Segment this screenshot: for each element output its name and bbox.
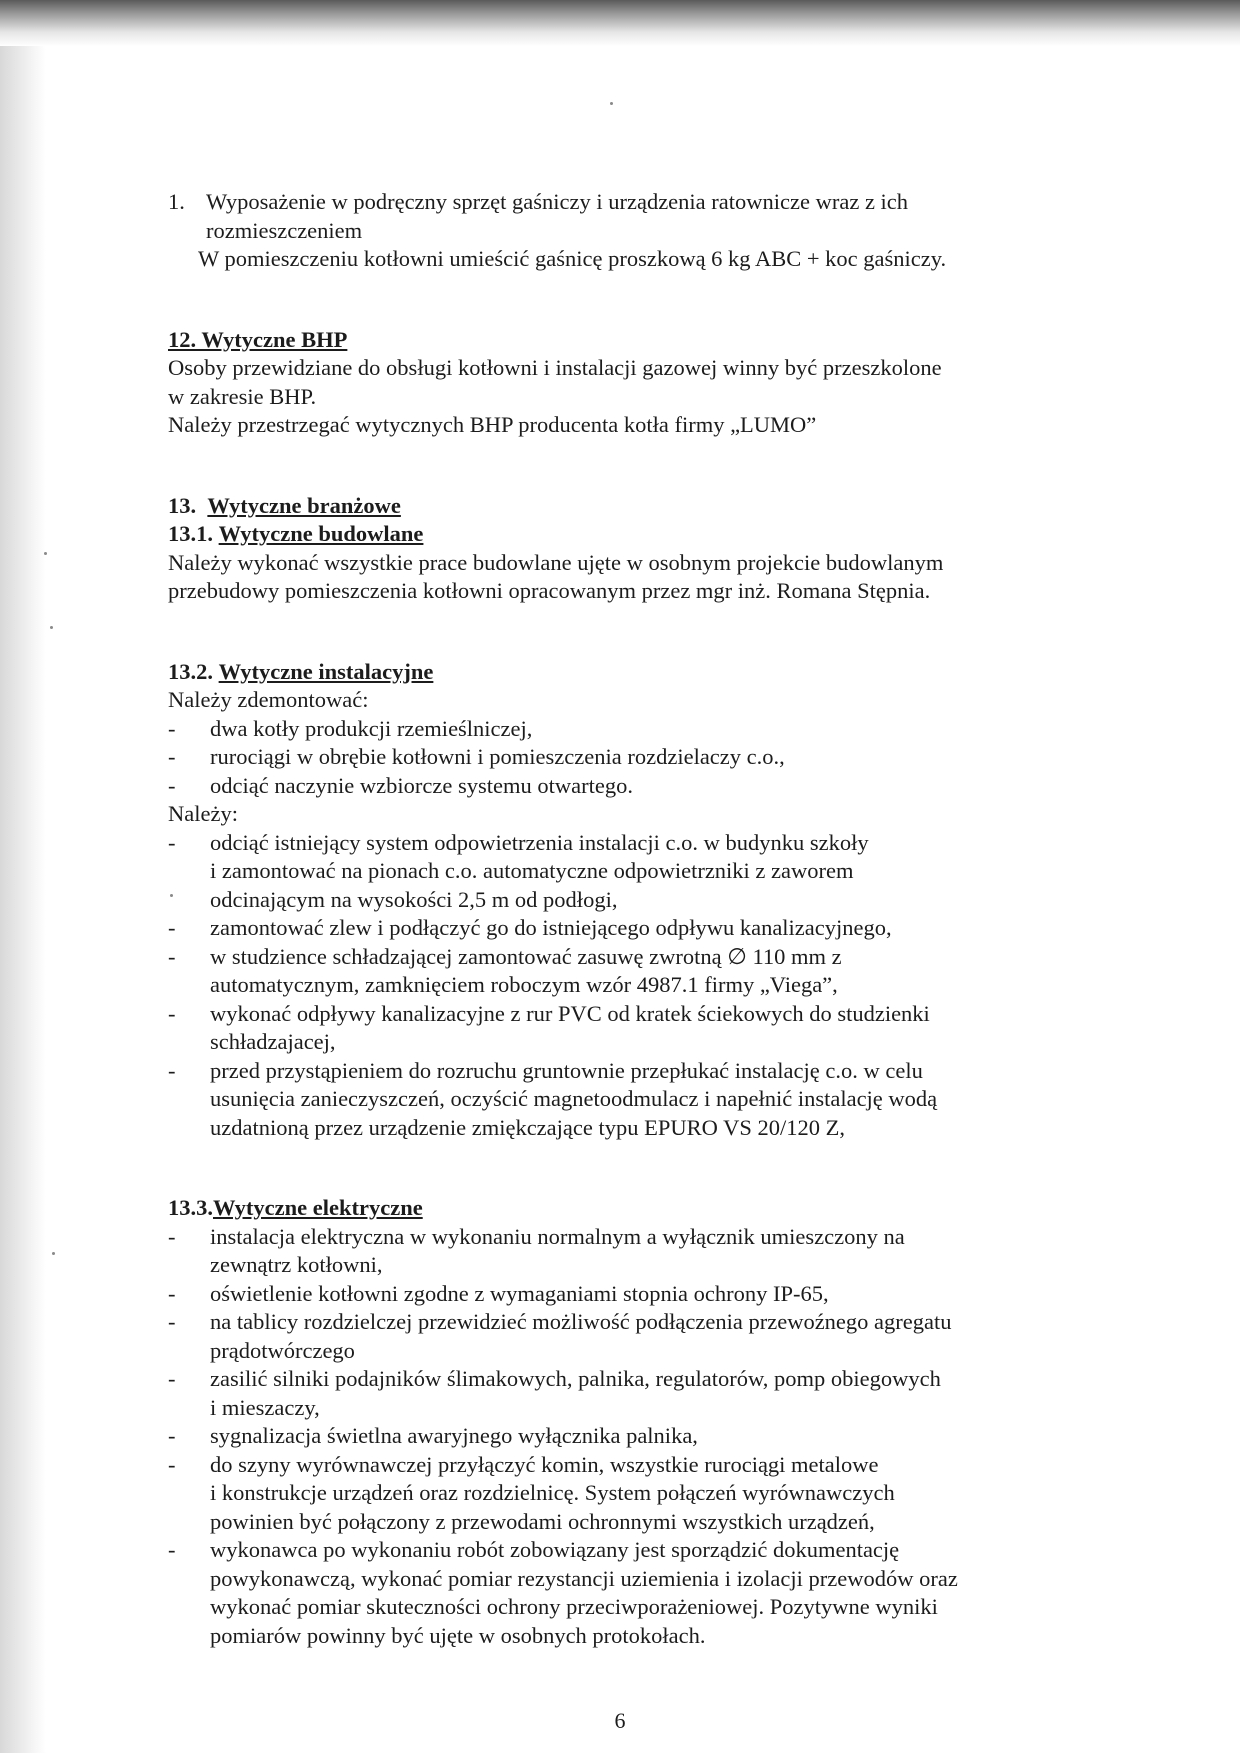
list-item-line: zewnątrz kotłowni, [210,1252,383,1277]
list-item-line: rurociągi w obrębie kotłowni i pomieszczenia rozdzielaczy c.o., [210,744,785,769]
list-item-text [210,715,1108,744]
bullet-dash: - [168,1280,176,1306]
list-item-text [210,914,1108,943]
list-item-line: zasilić silniki podajników ślimakowych, palnika, regulatorów, pomp obiegowych [210,1366,941,1391]
list-item [168,1422,1108,1451]
list-item-line: powinien być połączony z przewodami ochronnymi wszystkich urządzeń, [210,1508,875,1534]
list-item-line: uzdatnioną przez urządzenie zmiękczające typu EPURO VS 20/120 Z, [210,1114,845,1140]
list-item-line: wykonać odpływy kanalizacyjne z rur PVC od kratek ściekowych do studzienki [210,1000,930,1026]
bullet-dash: - [168,1309,176,1334]
section-13-2-intro1: Należy zdemontować: [168,687,369,712]
section-13-2-dismantle-list [168,715,1108,801]
list-item-line: na tablicy rozdzielczej przewidzieć możliwość podłączenia przewoźnego agregatu [210,1309,952,1334]
section-13-number: 13. [168,492,197,518]
bullet-dash: - [168,1451,176,1477]
bullet-dash: - [168,715,176,741]
list-item-text [210,943,1108,1000]
list-item-line: oświetlenie kotłowni zgodne z wymaganiami stopnia ochrony IP-65, [210,1280,829,1306]
list-item-line: i zamontować na pionach c.o. automatyczne odpowietrzniki z zaworem [210,858,854,883]
list-item-text [210,772,1108,801]
section-13-1-p2: przebudowy pomieszczenia kotłowni opracowanym przez mgr inż. Romana Stępnia. [168,578,931,603]
section-13-2-title: Wytyczne instalacyjne [218,658,434,684]
list-item-line: instalacja elektryczna w wykonaniu normalnym a wyłącznik umieszczony na [210,1223,905,1249]
item-1 [168,188,1108,217]
list-item-line: automatycznym, zamknięciem roboczym wzór 4987.1 firmy „Viega”, [210,972,838,997]
section-12-heading [168,326,1108,355]
list-item-line: powykonawczą, wykonać pomiar rezystancji uziemienia i izolacji przewodów oraz [210,1565,958,1591]
section-13-1-title: Wytyczne budowlane [218,521,424,546]
list-item-line: odciąć istniejący system odpowietrzenia instalacji c.o. w budynku szkoły [210,829,869,855]
bullet-dash: - [168,1057,176,1083]
list-item-text [210,1280,1108,1309]
list-item-line: do szyny wyrównawczej przyłączyć komin, wszystkie rurociągi metalowe [210,1451,879,1477]
list-item [168,1223,1108,1280]
scan-speck [44,552,47,555]
list-item [168,914,1108,943]
list-item [168,1057,1108,1143]
bullet-dash: - [168,829,176,855]
list-item [168,1536,1108,1650]
bullet-dash: - [168,1537,176,1562]
list-item-line: i mieszaczy, [210,1394,320,1420]
list-item-line: prądotwórczego [210,1337,355,1363]
section-12-p1: Osoby przewidziane do obsługi kotłowni i instalacji gazowej winny być przeszkolone [168,355,942,380]
section-13-2-intro2: Należy: [168,801,238,826]
list-item-line: dwa kotły produkcji rzemieślniczej, [210,715,533,741]
section-12-p3: Należy przestrzegać wytycznych BHP producenta kotła firmy „LUMO” [168,412,817,437]
list-item [168,1000,1108,1057]
item-1-line3: W pomieszczeniu kotłowni umieścić gaśnicę proszkową 6 kg ABC + koc gaśniczy. [198,246,947,271]
bullet-dash: - [168,915,176,940]
bullet-dash: - [168,744,176,769]
scan-shadow-left [0,46,46,1753]
section-13-3-heading [168,1194,1108,1223]
scan-speck [610,102,613,105]
list-item [168,829,1108,915]
list-item [168,1280,1108,1309]
list-item [168,743,1108,772]
list-item-line: usunięcia zanieczyszczeń, oczyścić magnetoodmulacz i napełnić instalację wodą [210,1086,938,1111]
list-item-text [210,1451,1108,1537]
section-13-1-p1: Należy wykonać wszystkie prace budowlane ujęte w osobnym projekcie budowlanym [168,549,944,575]
section-12-p2: w zakresie BHP. [168,383,317,409]
item-1-number: 1. [168,189,185,214]
section-13-3-list [168,1223,1108,1651]
bullet-dash: - [168,1000,176,1026]
list-item-text [210,829,1108,915]
list-item-text [210,1223,1108,1280]
item-1-line2: rozmieszczeniem [206,217,363,243]
section-13-title: Wytyczne branżowe [207,492,401,518]
list-item-text [210,1536,1108,1650]
list-item [168,1308,1108,1365]
scan-speck [50,626,53,629]
section-12-heading-text: 12. Wytyczne BHP [168,326,348,352]
item-1-line1: Wyposażenie w podręczny sprzęt gaśniczy i urządzenia ratownicze wraz z ich [206,189,909,214]
section-13-heading [168,492,1108,521]
list-item-text [210,743,1108,772]
section-13-2-number: 13.2. [168,658,213,684]
document-body [168,188,1108,1650]
bullet-dash: - [168,1423,176,1448]
page-number: 6 [614,1708,626,1733]
bullet-dash: - [168,772,176,798]
list-item-text [210,1308,1108,1365]
scan-speck [52,1252,55,1255]
list-item [168,943,1108,1000]
list-item-line: w studzience schładzającej zamontować zasuwę zwrotną ∅ 110 mm z [210,943,842,969]
section-13-1-heading [168,520,1108,549]
list-item-line: odciąć naczynie wzbiorcze systemu otwartego. [210,772,633,798]
list-item-line: pomiarów powinny być ujęte w osobnych protokołach. [210,1622,706,1648]
scan-shadow-top [0,0,1240,46]
list-item [168,772,1108,801]
section-13-2-heading [168,658,1108,687]
list-item-line: zamontować zlew i podłączyć go do istniejącego odpływu kanalizacyjnego, [210,915,892,940]
bullet-dash: - [168,1366,176,1391]
list-item [168,1365,1108,1422]
list-item [168,715,1108,744]
list-item-line: sygnalizacja świetlna awaryjnego wyłącznika palnika, [210,1423,698,1448]
list-item-line: schładzajacej, [210,1029,336,1054]
section-13-3-number: 13.3. [168,1195,213,1220]
list-item-text [210,1365,1108,1422]
list-item-line: i konstrukcje urządzeń oraz rozdzielnicę. System połączeń wyrównawczych [210,1480,895,1505]
list-item-line: wykonać pomiar skuteczności ochrony przeciwporażeniowej. Pozytywne wyniki [210,1594,938,1619]
section-13-3-title: Wytyczne elektryczne [213,1195,423,1220]
section-13-1-number: 13.1. [168,521,213,546]
list-item-line: odcinającym na wysokości 2,5 m od podłogi, [210,886,618,912]
list-item [168,1451,1108,1537]
list-item-line: wykonawca po wykonaniu robót zobowiązany jest sporządzić dokumentację [210,1537,900,1562]
bullet-dash: - [168,943,176,969]
list-item-text [210,1057,1108,1143]
list-item-text [210,1422,1108,1451]
list-item-line: przed przystąpieniem do rozruchu gruntownie przepłukać instalację c.o. w celu [210,1057,923,1083]
bullet-dash: - [168,1223,176,1249]
list-item-text [210,1000,1108,1057]
section-13-2-tasks-list [168,829,1108,1143]
